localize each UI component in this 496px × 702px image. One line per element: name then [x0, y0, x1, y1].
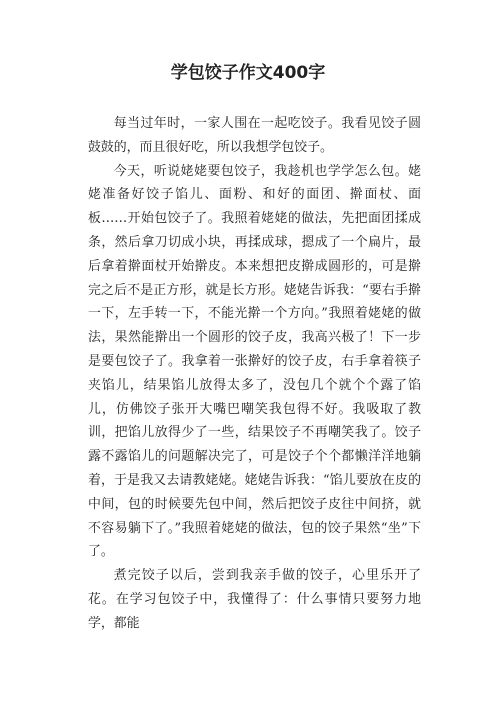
paragraph-2: 今天，听说姥姥要包饺子，我趁机也学学怎么包。姥姥准备好饺子馅儿、面粉、和好的面团、擀面杖、面板……开始包饺子了。我照着姥姥的做法，先把面团揉成条，然后拿刀切成小块，再揉成球，摁成了一个扁片，最后拿着擀面杖开始擀皮。本来想把皮擀成圆形的，可是擀完之后不是正方形，就是长方形。姥姥告诉我：“要右手擀一下，左手转一下，不能光擀一个方向。”我照着姥姥的做法，果然能擀出一个圆形的饺子皮，我高兴极了！下一步是要包饺子了。我拿着一张擀好的饺子皮，右手拿着筷子夹馅儿，结果馅儿放得太多了，没包几个就个个露了馅儿，仿佛饺子张开大嘴巴嘲笑我包得不好。我吸取了教训，把馅儿放得少了一些，结果饺子不再嘲笑我了。饺子露不露馅儿的问题解决完了，可是饺子个个都懒洋洋地躺着，于是我又去请教姥姥。姥姥告诉我：“馅儿要放在皮的中间，包的时候要先包中间，然后把饺子皮往中间挤，就不容易躺下了。”我照着姥姥的做法，包的饺子果然“坐”下了。 [88, 163, 421, 560]
essay-body [88, 112, 421, 636]
paragraph-1: 每当过年时，一家人围在一起吃饺子。我看见饺子圆鼓鼓的，而且很好吃，所以我想学包饺子。 [88, 116, 421, 155]
paragraph-3: 煮完饺子以后，尝到我亲手做的饺子，心里乐开了花。在学习包饺子中，我懂得了：什么事情只要努力地学，都能 [88, 568, 421, 631]
page-title: 学包饺子作文400字 [170, 63, 326, 83]
